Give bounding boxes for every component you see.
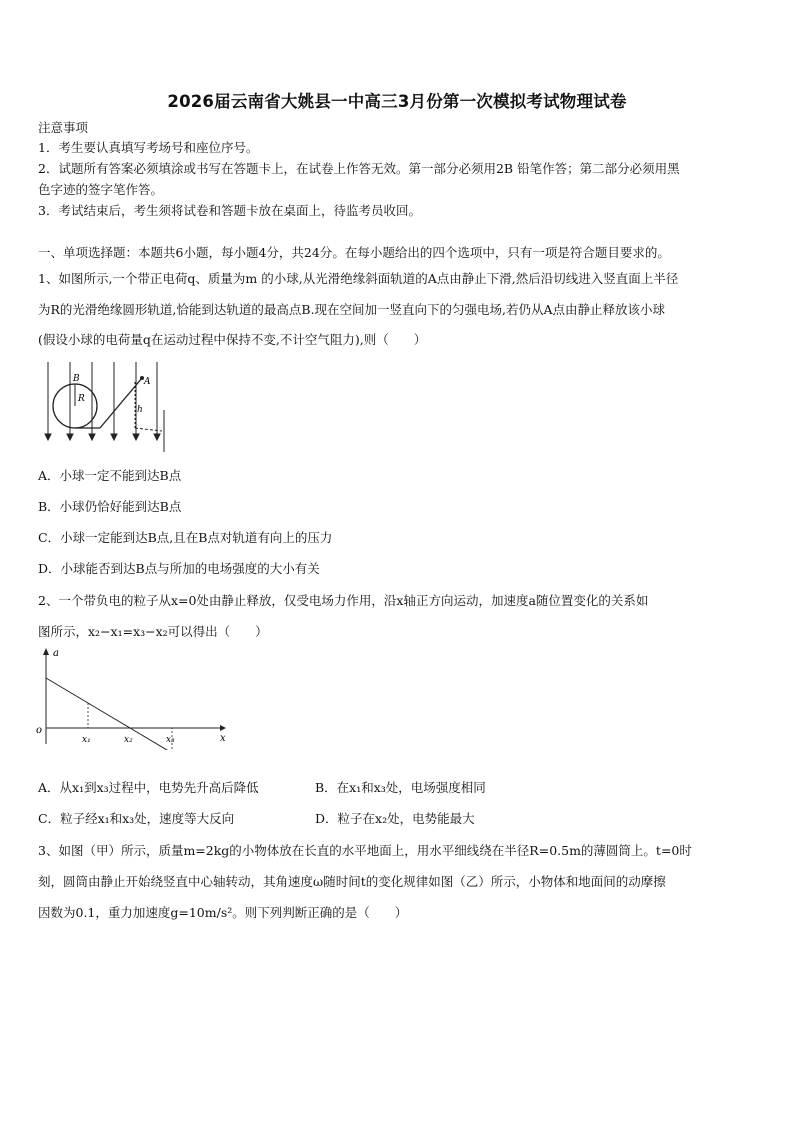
q1-option-b: B．小球仍恰好能到达B点 (38, 499, 182, 514)
q1-label-b: B (73, 374, 80, 384)
notice-item-2-cont: 色字迹的签字笔作答。 (38, 182, 164, 197)
q1-stem-line-3: (假设小球的电荷量q在运动过程中保持不变,不计空气阻力),则（ ） (38, 332, 427, 347)
x-tick-label-1: x₁ (82, 735, 91, 745)
section-1-intro: 一、单项选择题：本题共6小题，每小题4分，共24分。在每小题给出的四个选项中，只有一项是符合题目要求的。 (38, 245, 670, 260)
q1-label-a: A (144, 377, 151, 387)
q1-option-d: D．小球能否到达B点与所加的电场强度的大小有关 (38, 561, 320, 576)
x-axis-label: x (220, 733, 226, 744)
notice-item-3: 3．考试结束后，考生须将试卷和答题卡放在桌面上，待监考员收回。 (38, 203, 421, 218)
q2-acceleration-chart (28, 645, 238, 750)
q2-stem-line-2: 图所示，x₂−x₁=x₃−x₂可以得出（ ） (38, 624, 268, 639)
y-axis-label: a (53, 648, 59, 659)
q3-stem-line-1: 3、如图（甲）所示，质量m=2kg的小物体放在长直的水平地面上，用水平细线绕在半径R=0.5m的薄圆筒上。t=0时 (38, 843, 692, 858)
origin-label: o (36, 725, 43, 736)
q3-stem-line-2: 刻，圆筒由静止开始绕竖直中心轴转动，其角速度ω随时间t的变化规律如图（乙）所示，小物体和地面间的动摩擦 (38, 874, 666, 889)
q3-stem-line-3: 因数为0.1，重力加速度g=10m/s²。则下列判断正确的是（ ） (38, 905, 408, 920)
q2-option-d: D．粒子在x₂处，电势能最大 (315, 811, 475, 826)
x-tick-label-3: x₃ (166, 735, 175, 745)
q2-option-b: B．在x₁和x₃处，电场强度相同 (315, 780, 486, 795)
q2-option-a: A．从x₁到x₃过程中，电势先升高后降低 (38, 780, 259, 795)
q1-label-h: h (137, 405, 143, 415)
q1-option-c: C．小球一定能到达B点,且在B点对轨道有向上的压力 (38, 530, 333, 545)
x-tick-label-2: x₂ (124, 735, 133, 745)
q1-stem-line-1: 1、如图所示,一个带正电荷q、质量为m 的小球,从光滑绝缘斜面轨道的A点由静止下滑,然后沿切线进入竖直面上半径 (38, 271, 679, 286)
x-axis-arrow (220, 725, 226, 731)
notice-heading: 注意事项 (38, 120, 89, 135)
q1-option-a: A．小球一定不能到达B点 (38, 468, 182, 483)
notice-item-2: 2．试题所有答案必须填涂或书写在答题卡上，在试卷上作答无效。第一部分必须用2B 铅笔作答；第二部分必须用黑 (38, 161, 680, 176)
q2-option-c: C．粒子经x₁和x₃处，速度等大反向 (38, 811, 235, 826)
y-axis-arrow (43, 648, 49, 655)
q1-label-r: R (78, 394, 85, 404)
q2-stem-line-1: 2、一个带负电的粒子从x=0处由静止释放，仅受电场力作用，沿x轴正方向运动，加速度a随位置变化的关系如 (38, 593, 649, 608)
q1-stem-line-2: 为R的光滑绝缘圆形轨道,恰能到达轨道的最高点B.现在空间加一竖直向下的匀强电场,若仍从A点由静止释放该小球 (38, 302, 666, 317)
notice-item-1: 1．考生要认真填写考场号和座位序号。 (38, 140, 259, 155)
q1-track-figure (40, 360, 170, 455)
page-title: 2026届云南省大姚县一中高三3月份第一次模拟考试物理试卷 (167, 92, 627, 111)
acceleration-line (46, 678, 172, 750)
